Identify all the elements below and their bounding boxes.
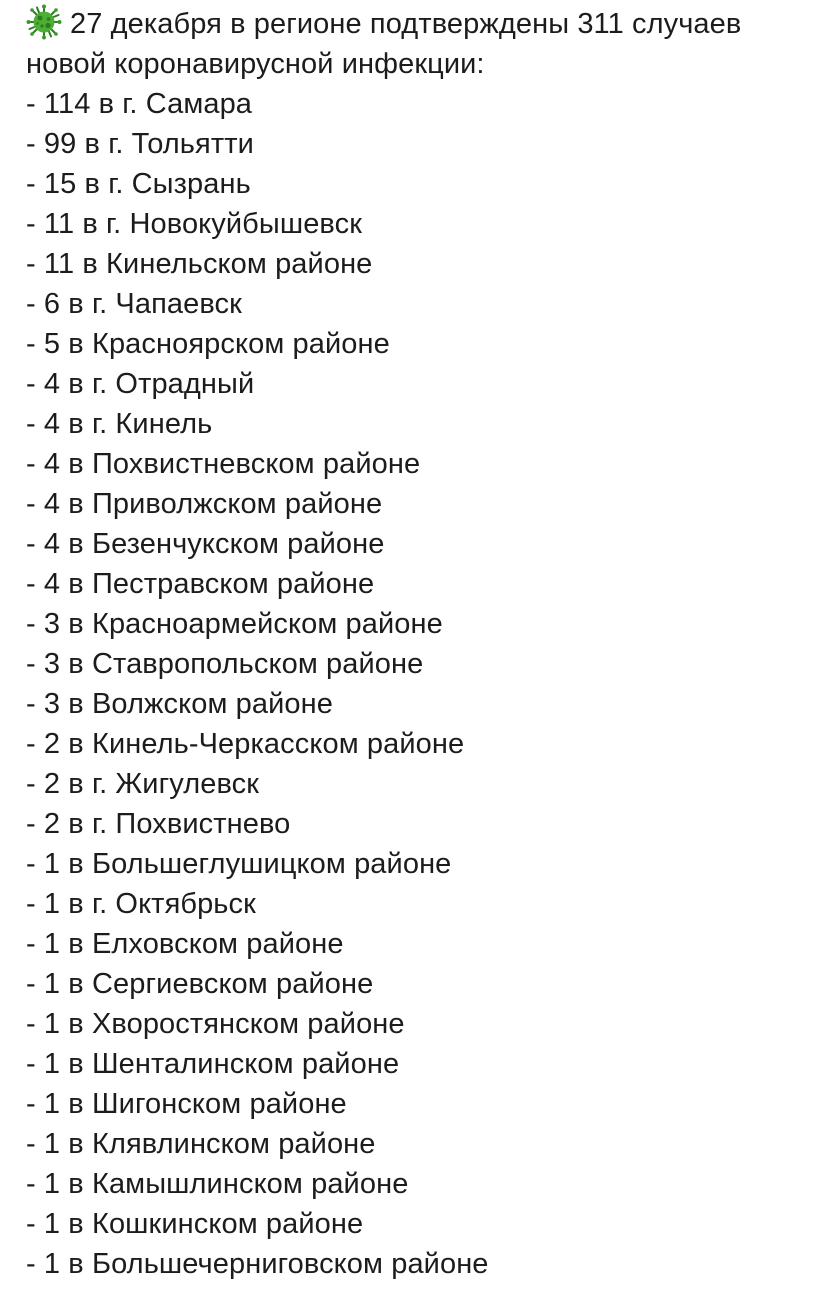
list-item: - 4 в Похвистневском районе [26,448,421,480]
list-item: - 11 в г. Новокуйбышевск [26,208,362,240]
list-item: - 3 в Волжском районе [26,688,333,720]
list-item: - 1 в Хворостянском районе [26,1008,405,1040]
list-item: - 1 в Большечерниговском районе [26,1248,489,1280]
list-item: - 1 в Клявлинском районе [26,1128,376,1160]
list-item: - 1 в Большеглушицком районе [26,848,452,880]
list-item: - 4 в Пестравском районе [26,568,375,600]
post-headline [26,4,812,84]
list-item: - 15 в г. Сызрань [26,168,251,200]
list-item: - 99 в г. Тольятти [26,128,254,160]
list-item: - 4 в Безенчукском районе [26,528,385,560]
list-item: - 4 в г. Кинель [26,408,213,440]
virus-icon [26,4,62,40]
list-item: - 3 в Красноармейском районе [26,608,443,640]
list-item: - 11 в Кинельском районе [26,248,373,280]
list-item: - 1 в Шигонском районе [26,1088,347,1120]
list-item: - 1 в Сергиевском районе [26,968,374,1000]
list-item: - 1 в г. Октябрьск [26,888,256,920]
list-item: - 2 в Кинель-Черкасском районе [26,728,465,760]
list-item: - 2 в г. Похвистнево [26,808,291,840]
list-item: - 5 в Красноярском районе [26,328,390,360]
list-item: - 2 в г. Жигулевск [26,768,260,800]
list-item: - 4 в г. Отрадный [26,368,255,400]
list-item: - 4 в Приволжском районе [26,488,383,520]
list-item: - 114 в г. Самара [26,88,253,120]
list-item: - 1 в Елховском районе [26,928,344,960]
list-item: - 1 в Шенталинском районе [26,1048,400,1080]
list-item: - 3 в Ставропольском районе [26,648,424,680]
list-item: - 1 в Кошкинском районе [26,1208,364,1240]
case-list [26,84,812,1284]
list-item: - 1 в Камышлинском районе [26,1168,409,1200]
list-item: - 6 в г. Чапаевск [26,288,242,320]
post-headline-text: 27 декабря в регионе подтверждены 311 случаев новой коронавирусной инфекции: [26,8,742,80]
